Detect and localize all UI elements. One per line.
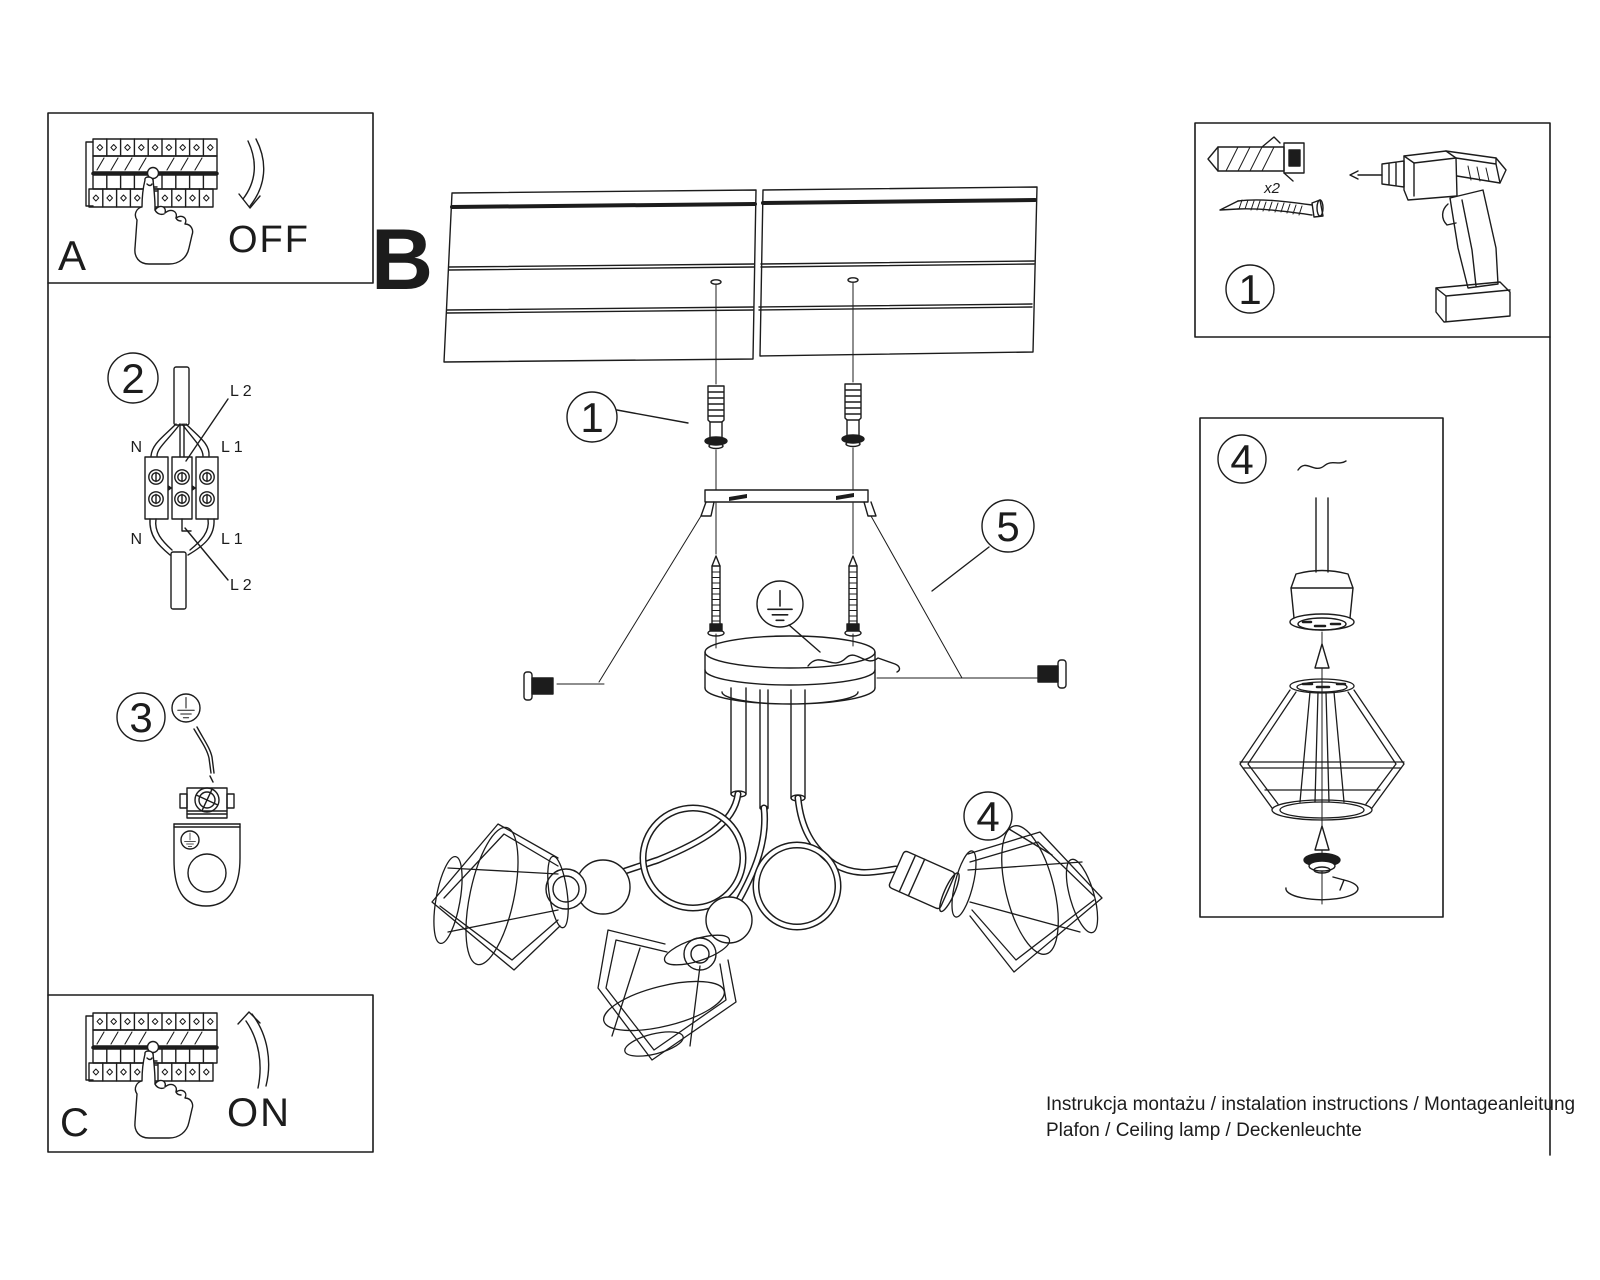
footer-line1: Instrukcja montażu / instalation instructions / Montageanleitung xyxy=(1046,1094,1576,1115)
mounting-screws xyxy=(708,556,861,636)
off-label: OFF xyxy=(228,219,310,261)
arrow-up-icon xyxy=(238,1012,269,1088)
shade-box-number: 4 xyxy=(1230,436,1254,483)
mounting-screw-icon xyxy=(1220,200,1323,217)
step-2-wiring xyxy=(108,353,252,609)
lamp-socket-left xyxy=(546,860,630,914)
callout-4-number: 4 xyxy=(976,793,1000,840)
step-c-label: C xyxy=(60,1101,89,1145)
on-label: ON xyxy=(227,1091,291,1135)
side-bolt-left xyxy=(524,672,553,700)
wall-anchors xyxy=(705,384,864,449)
side-bolt-right xyxy=(1038,660,1066,688)
canopy xyxy=(705,636,875,810)
ground-leader xyxy=(789,625,820,652)
ground-callout xyxy=(757,581,899,672)
hand-icon xyxy=(135,177,193,264)
ring-nut xyxy=(1304,854,1340,874)
label-n-bottom: N xyxy=(130,531,142,548)
shade-assembly-box xyxy=(1200,418,1443,917)
arrow-up-icon xyxy=(1315,826,1329,850)
step-a-label: A xyxy=(58,232,87,279)
label-l1-top: L 1 xyxy=(221,439,243,456)
wire-squiggle xyxy=(1298,461,1346,470)
callout-5-leader xyxy=(932,547,989,591)
label-l2-top: L 2 xyxy=(230,383,252,400)
step-3-ground xyxy=(117,693,240,906)
ceiling-hole xyxy=(711,280,721,284)
step-c-box xyxy=(60,1012,291,1145)
cable-bottom xyxy=(171,552,186,609)
callout-1-leader xyxy=(617,410,688,423)
ground-terminal xyxy=(180,785,234,818)
wall-plug-icon xyxy=(1208,137,1304,181)
step-3-number: 3 xyxy=(129,694,153,741)
ground-wire xyxy=(194,727,214,782)
drill-icon xyxy=(1350,151,1510,322)
cage-shade-right xyxy=(947,820,1104,972)
callout-5-number: 5 xyxy=(996,503,1020,550)
step-a-box xyxy=(58,139,310,279)
lamp-socket xyxy=(1290,571,1354,631)
parts-box-number: 1 xyxy=(1238,266,1262,313)
callout-5 xyxy=(932,500,1034,591)
step-2-number: 2 xyxy=(121,355,145,402)
callout-1-number: 1 xyxy=(580,394,604,441)
left-column-frame xyxy=(48,113,373,1152)
arrow-down-icon xyxy=(239,139,264,208)
wires-bottom xyxy=(150,519,214,555)
ground-icon xyxy=(172,694,200,722)
label-n-top: N xyxy=(130,439,142,456)
label-l2-bottom: L 2 xyxy=(230,577,252,594)
callout-1 xyxy=(567,392,688,442)
lamp-socket-right xyxy=(888,849,963,913)
mounting-plate xyxy=(174,824,240,906)
terminal-block xyxy=(145,457,218,519)
hand-icon xyxy=(135,1051,193,1138)
ceiling-hole xyxy=(848,278,858,282)
ceiling-panels xyxy=(444,187,1037,362)
arrow-up-icon xyxy=(1315,644,1329,668)
canopy-ground-wire xyxy=(808,655,899,672)
canopy-guides xyxy=(557,516,1038,684)
cable-top xyxy=(174,367,189,425)
anchor-qty-label: x2 xyxy=(1264,180,1280,197)
cord xyxy=(1316,498,1328,572)
footer-line2: Plafon / Ceiling lamp / Deckenleuchte xyxy=(1046,1120,1362,1141)
step-b-label: B xyxy=(371,212,434,308)
alignment-lines xyxy=(716,283,853,648)
label-l1-bottom: L 1 xyxy=(221,531,243,548)
mounting-bracket xyxy=(701,490,876,516)
callout-4-leader xyxy=(1009,829,1052,855)
parts-box xyxy=(1195,123,1550,337)
terminal-screws xyxy=(149,470,214,506)
